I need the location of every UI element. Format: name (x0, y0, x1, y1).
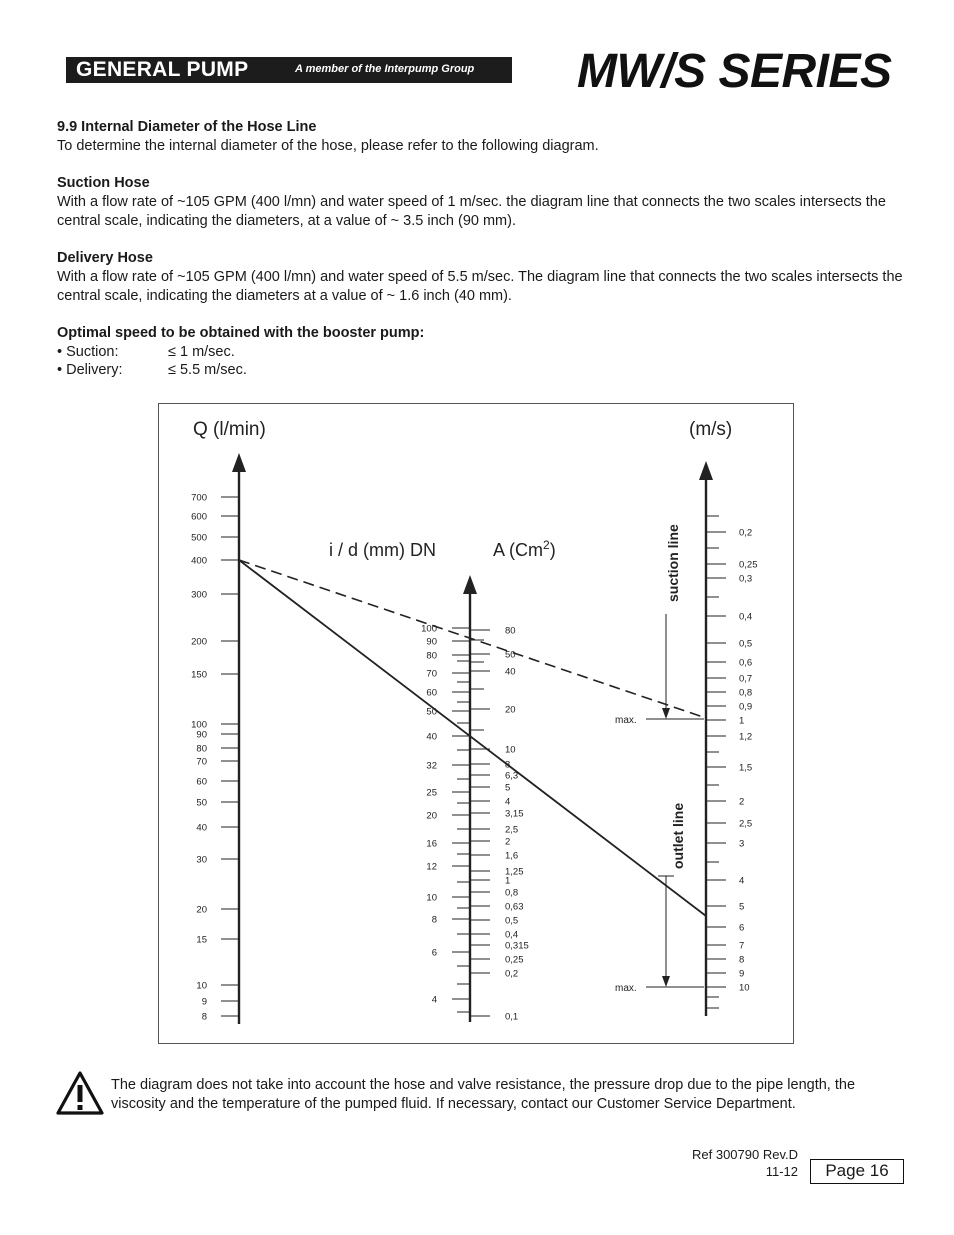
scale-tick-label: 10 (739, 982, 750, 994)
scale-tick-label: 1,25 (505, 866, 524, 878)
suction-heading: Suction Hose (57, 175, 150, 191)
scale-tick-label: 0,5 (739, 638, 753, 650)
scale-tick-label: 10 (505, 744, 516, 756)
scale-tick-label: 300 (191, 589, 207, 601)
scale-tick-label: 8 (505, 759, 511, 771)
ref-date: 11-12 (765, 1164, 798, 1179)
hose-diameter-nomogram (158, 403, 794, 1044)
scale-tick-label: 40 (505, 666, 516, 678)
scale-tick-label: 20 (505, 704, 516, 716)
diameter-axis-arrow-icon (463, 575, 477, 594)
speed-scale (706, 516, 758, 1008)
delivery-block (57, 249, 907, 306)
scale-tick-label: 60 (426, 687, 437, 699)
area-scale (470, 626, 529, 1023)
nomogram-svg (159, 404, 795, 1045)
scale-tick-label: 0,4 (739, 611, 753, 623)
warning-triangle-icon (56, 1070, 104, 1121)
flow-axis-arrow-icon (232, 453, 246, 472)
scale-tick-label: 4 (505, 796, 511, 808)
scale-tick-label: 1,2 (739, 731, 753, 743)
scale-tick-label: 5 (505, 782, 511, 794)
scale-tick-label: 50 (505, 649, 516, 661)
speed-axis-title: (m/s) (689, 419, 733, 440)
scale-tick-label: 0,2 (739, 527, 753, 539)
scale-tick-label: 0,9 (739, 701, 753, 713)
scale-tick-label: 20 (426, 810, 437, 822)
scale-tick-label: 9 (739, 968, 745, 980)
scale-tick-label: 100 (421, 623, 437, 635)
scale-tick-label: 600 (191, 511, 207, 523)
scale-tick-label: 200 (191, 636, 207, 648)
outlet-line-label: outlet line (670, 802, 686, 869)
speed-axis-arrow-icon (699, 461, 713, 480)
suction-max-arrowhead-icon (662, 708, 670, 719)
diameter-scale (421, 624, 470, 1013)
bullet-value: ≤ 5.5 m/sec. (168, 362, 247, 378)
section-intro (57, 118, 907, 156)
scale-tick-label: 4 (431, 994, 437, 1006)
scale-tick-label: 40 (196, 822, 207, 834)
delivery-heading: Delivery Hose (57, 250, 153, 266)
scale-tick-label: 30 (196, 854, 207, 866)
scale-tick-label: 0,6 (739, 657, 753, 669)
scale-tick-label: 0,25 (505, 954, 524, 966)
scale-tick-label: 2 (739, 796, 745, 808)
suction-max-label: max. (615, 715, 637, 726)
scale-tick-label: 0,2 (505, 968, 519, 980)
brand-tagline: A member of the Interpump Group (295, 63, 475, 75)
scale-tick-label: 0,4 (505, 929, 519, 941)
ref-number: Ref 300790 Rev.D (692, 1147, 798, 1162)
scale-tick-label: 0,7 (739, 673, 753, 685)
scale-tick-label: 0,3 (739, 573, 753, 585)
outlet-max-arrowhead-icon (662, 976, 670, 987)
scale-tick-label: 1 (505, 875, 511, 887)
scale-tick-label: 6,3 (505, 770, 519, 782)
scale-tick-label: 80 (426, 650, 437, 662)
outlet-max-label: max. (615, 983, 637, 994)
suction-text: With a flow rate of ~105 GPM (400 l/mn) and water speed of 1 m/sec. the diagram line that connects the two scales intersects the central scale, indicating the diameters, at a value of ~ 3.5 inch (90 mm). (57, 194, 886, 229)
bullet-delivery (57, 361, 247, 379)
scale-tick-label: 1,5 (739, 762, 753, 774)
series-title: MW/S SERIES (577, 45, 892, 98)
scale-tick-label: 700 (191, 492, 207, 504)
document-reference (650, 1146, 798, 1180)
optimal-heading: Optimal speed to be obtained with the booster pump: (57, 325, 425, 341)
scale-tick-label: 100 (191, 719, 207, 731)
scale-tick-label: 40 (426, 731, 437, 743)
scale-tick-label: 8 (201, 1011, 207, 1023)
flow-axis-title: Q (l/min) (193, 419, 266, 440)
scale-tick-label: 80 (505, 625, 516, 637)
page-number: Page 16 (810, 1159, 904, 1184)
section-title: 9.9 Internal Diameter of the Hose Line (57, 119, 317, 135)
diameter-axis-title: i / d (mm) DN (329, 540, 436, 560)
scale-tick-label: 10 (426, 892, 437, 904)
scale-tick-label: 4 (739, 875, 745, 887)
area-title-main: A (Cm (493, 540, 544, 560)
scale-tick-label: 150 (191, 669, 207, 681)
scale-tick-label: 3 (739, 838, 745, 850)
scale-tick-label: 500 (191, 532, 207, 544)
scale-tick-label: 50 (196, 797, 207, 809)
scale-tick-label: 6 (739, 922, 745, 934)
bullet-suction (57, 343, 235, 361)
scale-tick-label: 16 (426, 838, 437, 850)
scale-tick-label: 10 (196, 980, 207, 992)
scale-tick-label: 0,25 (739, 559, 758, 571)
scale-tick-label: 70 (196, 756, 207, 768)
scale-tick-label: 2 (505, 836, 511, 848)
scale-tick-label: 32 (426, 760, 437, 772)
bullet-label: • Delivery: (57, 362, 123, 378)
bullet-value: ≤ 1 m/sec. (168, 344, 235, 360)
delivery-text: With a flow rate of ~105 GPM (400 l/mn) and water speed of 5.5 m/sec. The diagram line that connects the two scales intersects the central scale, indicating the diameters at a value of ~ 1.6 inch (40 mm). (57, 269, 903, 304)
scale-tick-label: 1,6 (505, 850, 519, 862)
scale-tick-label: 2,5 (505, 824, 519, 836)
scale-tick-label: 8 (431, 914, 437, 926)
intro-text: To determine the internal diameter of the hose, please refer to the following diagram. (57, 138, 599, 154)
scale-tick-label: 25 (426, 787, 437, 799)
scale-tick-label: 50 (426, 706, 437, 718)
scale-tick-label: 0,8 (739, 687, 753, 699)
bullet-label: • Suction: (57, 344, 119, 360)
scale-tick-label: 20 (196, 904, 207, 916)
scale-tick-label: 0,1 (505, 1011, 519, 1023)
scale-tick-label: 3,15 (505, 808, 524, 820)
scale-tick-label: 1 (739, 715, 745, 727)
scale-tick-label: 7 (739, 940, 745, 952)
scale-tick-label: 2,5 (739, 818, 753, 830)
scale-tick-label: 9 (201, 996, 207, 1008)
scale-tick-label: 400 (191, 555, 207, 567)
scale-tick-label: 5 (739, 901, 745, 913)
flow-scale (191, 493, 239, 1023)
area-title-close: ) (549, 540, 556, 560)
scale-tick-label: 0,8 (505, 887, 519, 899)
scale-tick-label: 12 (426, 861, 437, 873)
scale-tick-label: 60 (196, 776, 207, 788)
scale-tick-label: 80 (196, 743, 207, 755)
brand-name: GENERAL PUMP (76, 58, 249, 81)
scale-tick-label: 0,63 (505, 901, 524, 913)
scale-tick-label: 6 (431, 947, 437, 959)
suction-block (57, 174, 907, 231)
scale-tick-label: 0,315 (505, 940, 529, 952)
scale-tick-label: 15 (196, 934, 207, 946)
scale-tick-label: 70 (426, 668, 437, 680)
brand-bar (66, 57, 512, 83)
scale-tick-label: 90 (426, 636, 437, 648)
suction-line-label: suction line (665, 524, 681, 602)
area-title-sup: 2 (543, 538, 550, 552)
outlet-solid-line (239, 560, 706, 916)
scale-tick-label: 0,5 (505, 915, 519, 927)
warning-text: The diagram does not take into account the hose and valve resistance, the pressure drop due to the pipe length, the viscosity and the temperature of the pumped fluid. If necessary, contact our Customer Service Department. (111, 1077, 856, 1112)
area-axis-title (493, 538, 556, 560)
scale-tick-label: 8 (739, 954, 745, 966)
scale-tick-label: 90 (196, 729, 207, 741)
